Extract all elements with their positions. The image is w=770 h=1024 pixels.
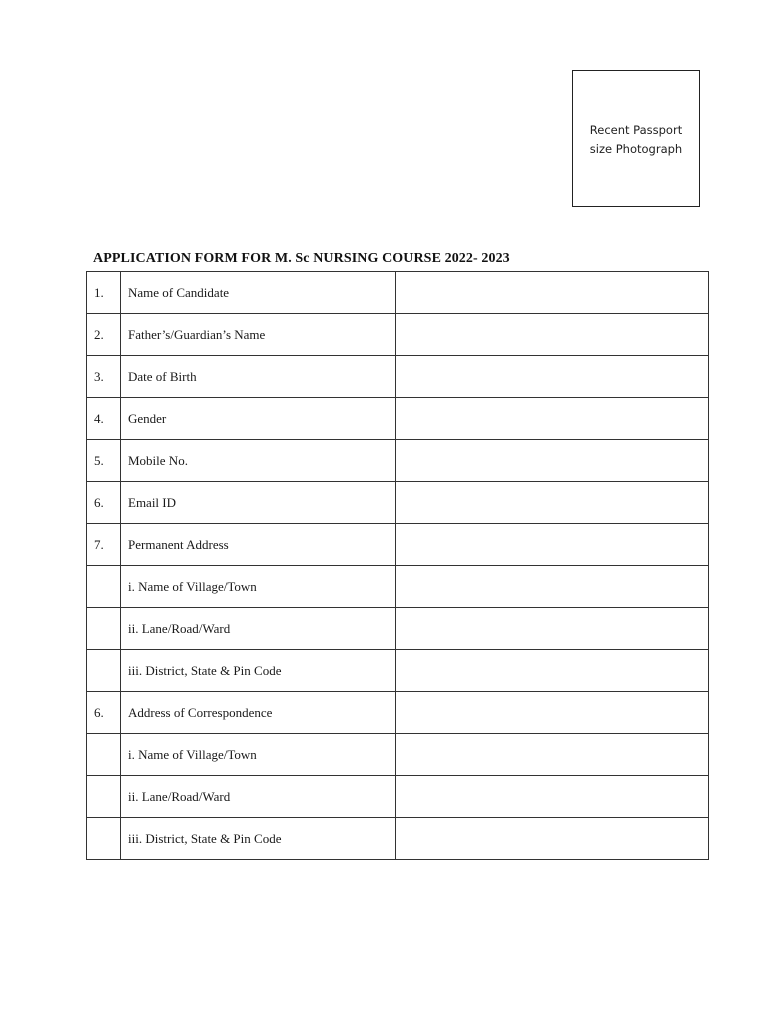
form-row xyxy=(87,692,709,734)
row-number xyxy=(87,818,121,860)
form-row xyxy=(87,440,709,482)
field-label: Email ID xyxy=(121,482,396,524)
row-number xyxy=(87,650,121,692)
field-label: iii. District, State & Pin Code xyxy=(121,818,396,860)
application-form-table xyxy=(86,271,709,860)
photo-caption-line-2: size Photograph xyxy=(589,142,683,156)
form-row xyxy=(87,608,709,650)
field-value-cell[interactable] xyxy=(396,356,709,398)
form-row xyxy=(87,734,709,776)
photo-box-caption xyxy=(581,121,691,159)
row-number xyxy=(87,566,121,608)
field-label: Gender xyxy=(121,398,396,440)
form-row xyxy=(87,482,709,524)
field-value-cell[interactable] xyxy=(396,272,709,314)
field-label: ii. Lane/Road/Ward xyxy=(121,608,396,650)
field-value-cell[interactable] xyxy=(396,566,709,608)
field-label: Mobile No. xyxy=(121,440,396,482)
field-label: Father’s/Guardian’s Name xyxy=(121,314,396,356)
field-label: ii. Lane/Road/Ward xyxy=(121,776,396,818)
form-row xyxy=(87,566,709,608)
row-number: 1. xyxy=(87,272,121,314)
field-label: Name of Candidate xyxy=(121,272,396,314)
form-title: APPLICATION FORM FOR M. Sc NURSING COURSE 2022- 2023 xyxy=(93,251,510,266)
form-row xyxy=(87,272,709,314)
field-label: i. Name of Village/Town xyxy=(121,566,396,608)
field-label: i. Name of Village/Town xyxy=(121,734,396,776)
row-number: 4. xyxy=(87,398,121,440)
field-value-cell[interactable] xyxy=(396,440,709,482)
field-value-cell[interactable] xyxy=(396,818,709,860)
form-row xyxy=(87,818,709,860)
form-table-body xyxy=(87,272,709,860)
field-value-cell[interactable] xyxy=(396,608,709,650)
field-value-cell[interactable] xyxy=(396,776,709,818)
row-number: 3. xyxy=(87,356,121,398)
form-row xyxy=(87,356,709,398)
row-number xyxy=(87,776,121,818)
field-value-cell[interactable] xyxy=(396,524,709,566)
field-value-cell[interactable] xyxy=(396,314,709,356)
row-number xyxy=(87,734,121,776)
form-row xyxy=(87,524,709,566)
passport-photo-box xyxy=(572,70,700,207)
field-label: Address of Correspondence xyxy=(121,692,396,734)
form-row xyxy=(87,650,709,692)
form-row xyxy=(87,314,709,356)
row-number: 5. xyxy=(87,440,121,482)
photo-caption-line-1: Recent Passport xyxy=(589,123,683,137)
form-row xyxy=(87,398,709,440)
row-number: 2. xyxy=(87,314,121,356)
field-value-cell[interactable] xyxy=(396,692,709,734)
row-number: 7. xyxy=(87,524,121,566)
field-value-cell[interactable] xyxy=(396,482,709,524)
field-label: Permanent Address xyxy=(121,524,396,566)
row-number: 6. xyxy=(87,482,121,524)
field-value-cell[interactable] xyxy=(396,650,709,692)
form-row xyxy=(87,776,709,818)
field-value-cell[interactable] xyxy=(396,398,709,440)
row-number xyxy=(87,608,121,650)
row-number: 6. xyxy=(87,692,121,734)
field-label: Date of Birth xyxy=(121,356,396,398)
field-label: iii. District, State & Pin Code xyxy=(121,650,396,692)
field-value-cell[interactable] xyxy=(396,734,709,776)
